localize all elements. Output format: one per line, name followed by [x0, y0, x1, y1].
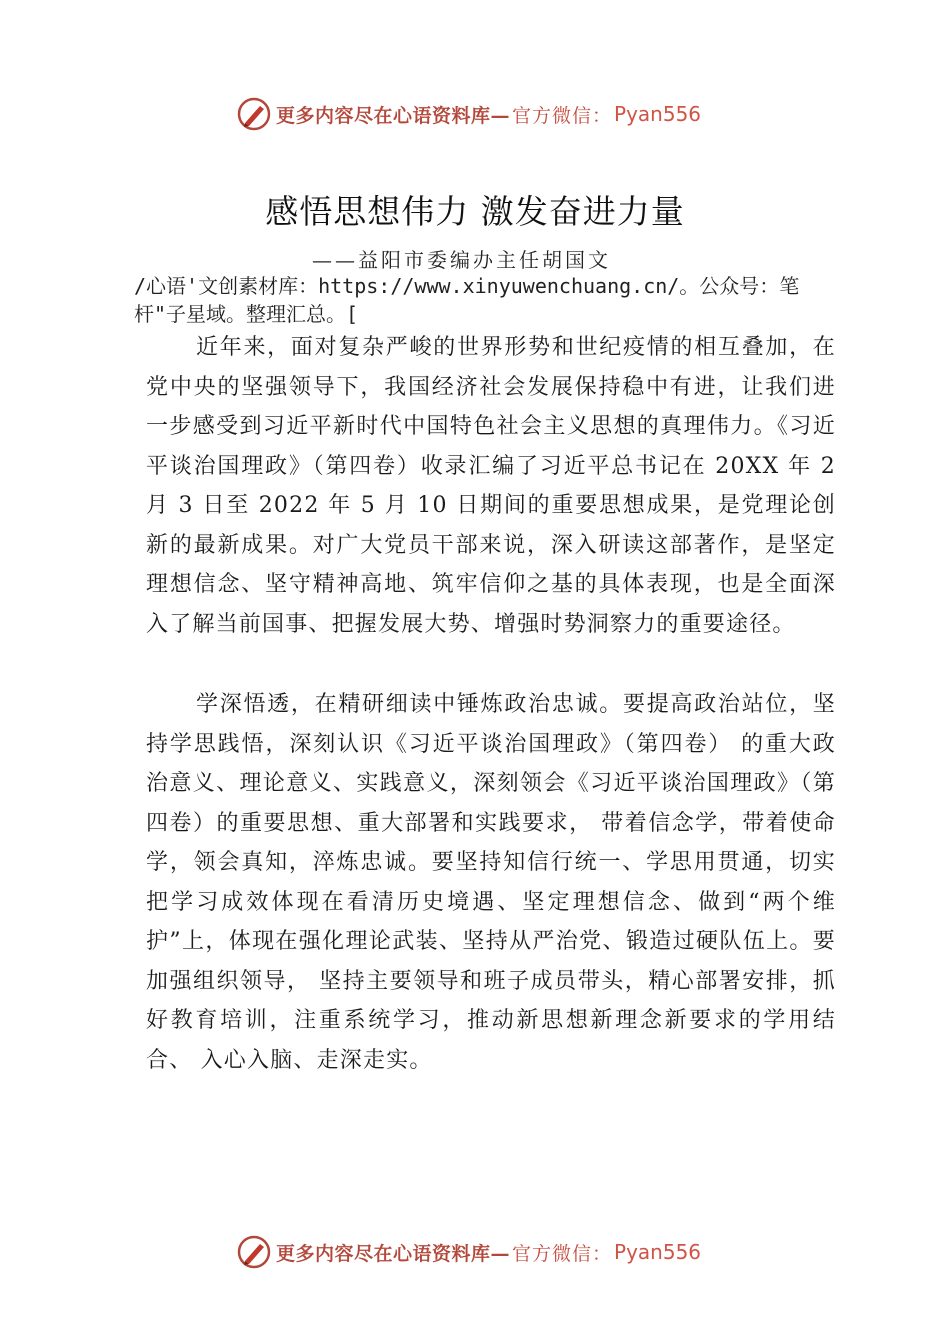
wechat-id: Pyan556: [614, 1240, 702, 1264]
paragraph: 近年来，面对复杂严峻的世界形势和世纪疫情的相互叠加，在党中央的坚强领导下，我国经济社会发展保持稳中有进，让我们进一步感受到习近平新时代中国特色社会主义思想的真理伟力。《习近平谈治国理政》（第四卷）收录汇编了习近平总书记在 20XX 年 2 月 3 日至 2022 年 5 月 10 日期间的重要思想成果，是党理论创新的最新成果。对广大党员干部来说，深入研读这部著作，是坚定理想信念、坚守精神高地、筑牢信仰之基的具体表现，也是全面深入了解当前国事、把握发展大势、增强时势洞察力的重要途径。: [146, 335, 836, 637]
wechat-label: 官方微信：: [512, 1242, 613, 1265]
pen-logo-icon: [236, 96, 272, 132]
footer-banner: [236, 1232, 736, 1272]
banner-text: 更多内容尽在心语资料库—: [276, 104, 511, 127]
document-title: 感悟思想伟力 激发奋进力量: [265, 192, 685, 231]
banner-text: 更多内容尽在心语资料库—: [276, 1242, 511, 1265]
pen-logo-icon: [236, 1234, 272, 1270]
wechat-id: Pyan556: [614, 102, 702, 126]
wechat-label: 官方微信：: [512, 104, 613, 127]
header-banner: [236, 94, 736, 134]
source-note: /心语'文创素材库：https://www.xinyuwenchuang.cn/。公众号：笔杆"子星域。整理汇总。[: [134, 274, 800, 326]
document-subtitle: ——益阳市委编办主任胡国文: [312, 248, 611, 272]
paragraph: 学深悟透，在精研细读中锤炼政治忠诚。要提高政治站位，坚持学思践悟，深刻认识《习近平谈治国理政》（第四卷） 的重大政治意义、理论意义、实践意义，深刻领会《习近平谈治国理政》（第四卷）的重要思想、重大部署和实践要求， 带着信念学，带着使命学，领会真知，淬炼忠诚。要坚持知信行统一、学思用贯通，切实把学习成效体现在看清历史境遇、坚定理想信念、做到“两个维护”上，体现在强化理论武装、坚持从严治党、锻造过硬队伍上。要加强组织领导， 坚持主要领导和班子成员带头，精心部署安排，抓好教育培训，注重系统学习，推动新思想新理念新要求的学用结合、 入心入脑、走深走实。: [146, 692, 836, 1073]
